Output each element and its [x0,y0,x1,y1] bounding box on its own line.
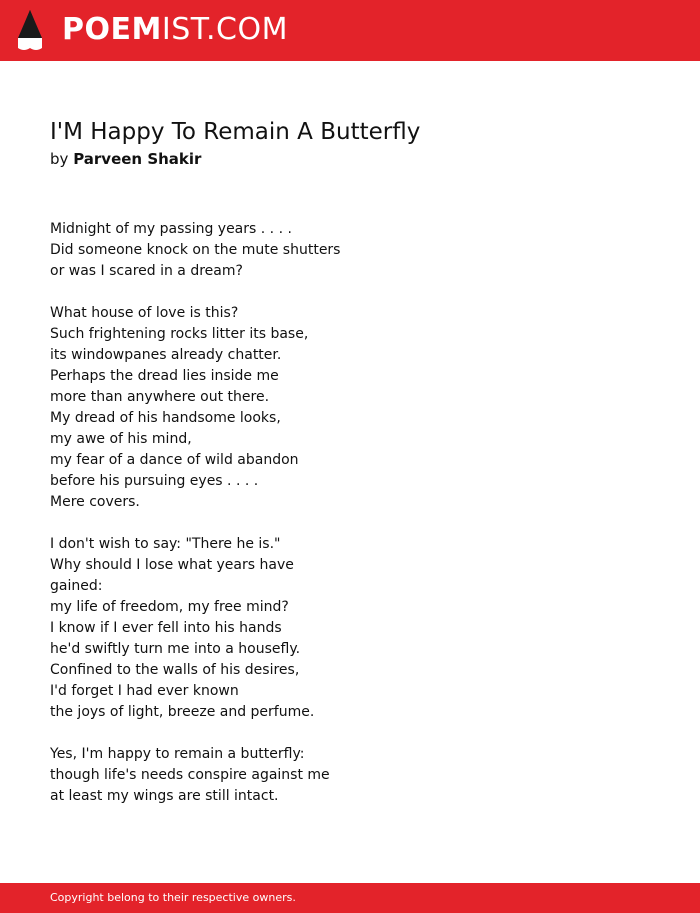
byline [50,148,201,170]
poem-stanza [50,219,650,282]
copyright-text: Copyright belong to their respective owners. [50,891,296,904]
poem-line: Why should I lose what years have [50,557,294,573]
poem-stanza [50,744,650,807]
site-footer [0,883,700,913]
poem-line: he'd swiftly turn me into a housefly. [50,641,301,657]
poem-line: Yes, I'm happy to remain a butterfly: [50,746,305,762]
site-logo[interactable] [62,12,288,48]
poem-line: gained: [50,578,103,594]
poem-title: I'M Happy To Remain A Butterfly [50,119,421,145]
poem-stanza [50,534,650,723]
poem-line: I know if I ever fell into his hands [50,620,282,636]
poem-line: Mere covers. [50,494,140,510]
poem-line: My dread of his handsome looks, [50,410,281,426]
by-label: by [50,150,69,168]
logo-bold-text: POEM [62,12,162,47]
poem-line: Midnight of my passing years . . . . [50,221,292,237]
poem-line: the joys of light, breeze and perfume. [50,704,315,720]
poem-stanza [50,303,650,513]
poem-line: I'd forget I had ever known [50,683,239,699]
poem-line: Perhaps the dread lies inside me [50,368,279,384]
poem-line: though life's needs conspire against me [50,767,330,783]
poem-line: its windowpanes already chatter. [50,347,282,363]
author-name: Parveen Shakir [73,150,202,168]
site-header [0,0,700,61]
poem-body [50,219,650,828]
poem-line: more than anywhere out there. [50,389,270,405]
poem-line: before his pursuing eyes . . . . [50,473,259,489]
poem-line: What house of love is this? [50,305,239,321]
poem-line: my life of freedom, my free mind? [50,599,289,615]
pencil-tip-icon [16,8,44,52]
poem-line: at least my wings are still intact. [50,788,279,804]
poem-line: Did someone knock on the mute shutters [50,242,341,258]
poem-line: or was I scared in a dream? [50,263,243,279]
poem-line: Confined to the walls of his desires, [50,662,300,678]
poem-line: my fear of a dance of wild abandon [50,452,299,468]
poem-line: my awe of his mind, [50,431,192,447]
poem-line: Such frightening rocks litter its base, [50,326,309,342]
logo-light-text: IST.COM [161,12,288,47]
poem-line: I don't wish to say: "There he is." [50,536,281,552]
